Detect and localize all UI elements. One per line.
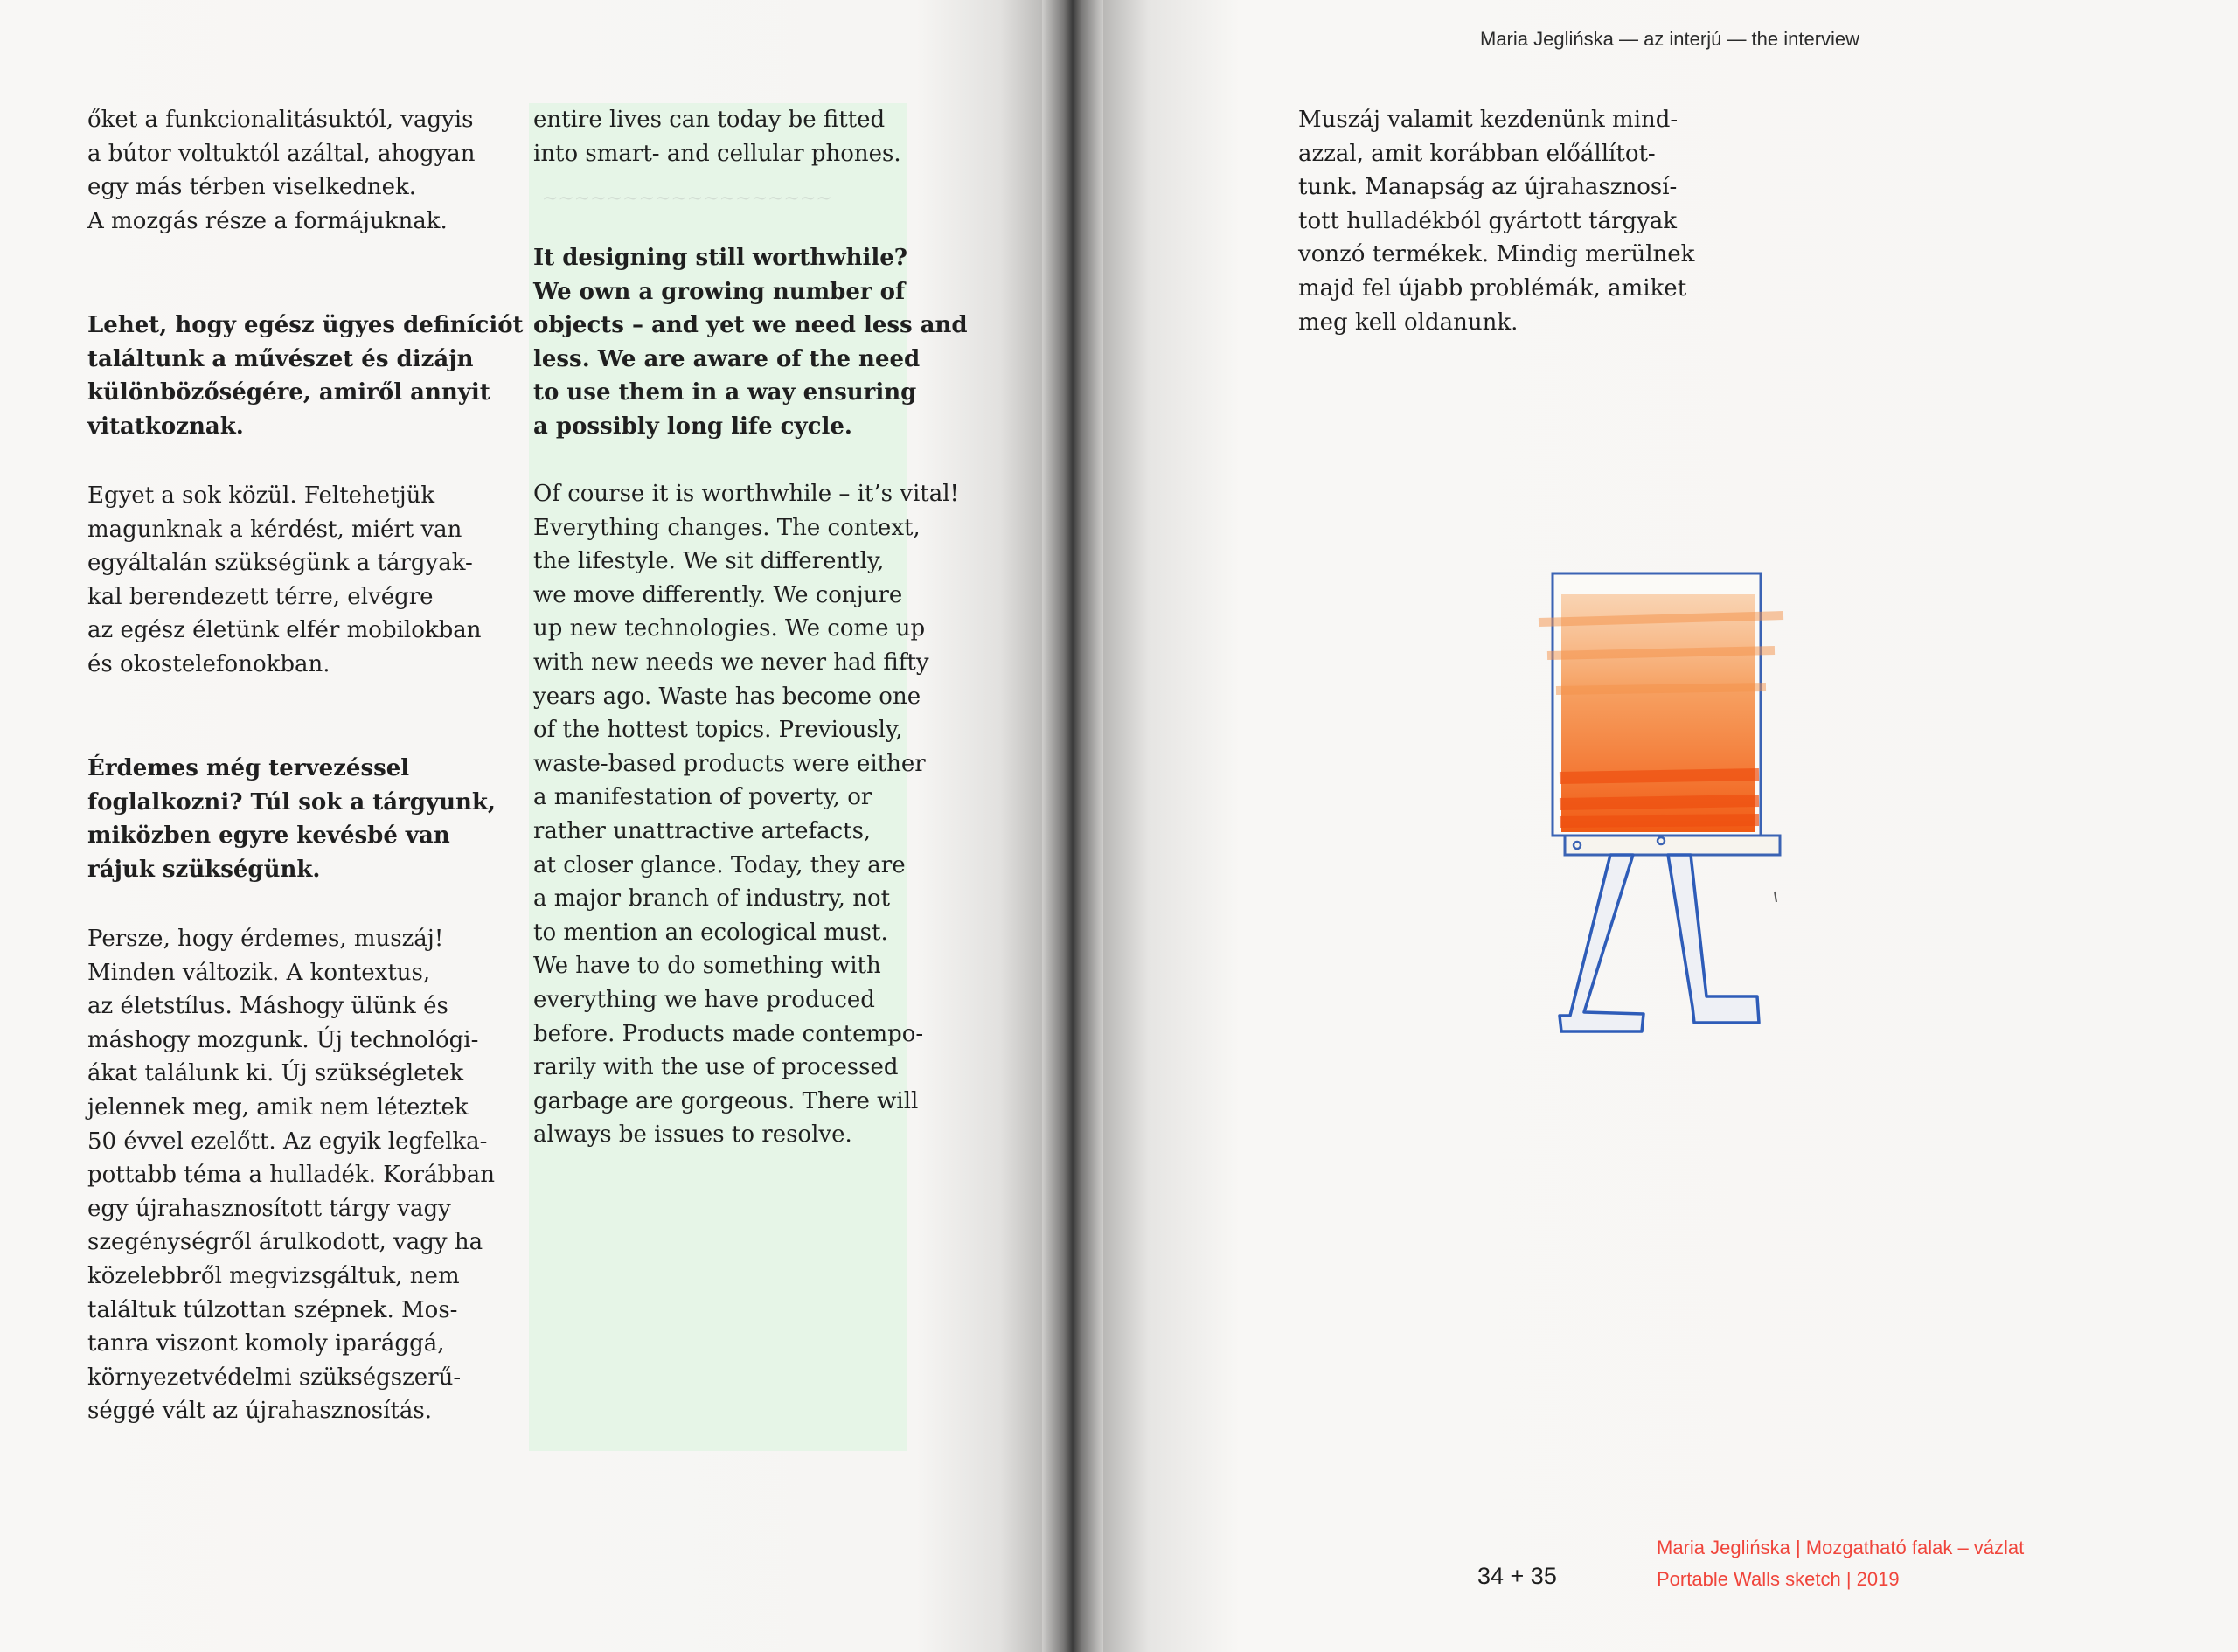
col2-question-1: It designing still worthwhile? We own a growing number of objects – and yet we need less and less. We are aware of the need to use them in a way ensuring a possibly long life cycle.	[533, 245, 968, 440]
col1-paragraph-2: Egyet a sok közül. Feltehetjük magunknak a kérdést, miért van egyáltalán szükségünk a tárgyak- kal berendezett térre, elvégre az egész életünk elfér mobilokban és okostelefonokban.	[87, 482, 482, 677]
show-through-text: ~~~~~~~~~~~~~~~~~~	[542, 188, 832, 210]
sketch-ledge	[1565, 836, 1780, 855]
col1-paragraph-1: őket a funkcionalitásuktól, vagyis a bútor voltuktól azáltal, ahogyan egy más térben viselkednek. A mozgás része a formájuknak.	[87, 107, 476, 234]
col1-question-1: Lehet, hogy egész ügyes definíciót találtunk a művészet és dizájn különbözőségére, amiről annyit vitatkoznak.	[87, 312, 524, 440]
col1-paragraph-3: Persze, hogy érdemes, muszáj! Minden változik. A kontextus, az életstílus. Máshogy ülünk és máshogy mozgunk. Új technológi- ákat találunk ki. Új szükségletek jelennek meg, amik nem léteztek 50 évvel ezelőtt. Az egyik legfelka- pottabb téma a hulladék. Korábban egy újrahasznosított tárgy vagy szegénységről árulkodott, vagy ha közelebbről megvizsgáltuk, nem találtuk túlzottan szépnek. Mos- tanra viszont komoly iparággá, környezetvédelmi szükségszerű- séggé vált az újrahasznosítás.	[87, 926, 496, 1425]
right-paragraph: Muszáj valamit kezdenünk mind- azzal, amit korábban előállítot- tunk. Manapság az újrahasznosí- tott hulladékból gyártott tárgyak vonzó termékek. Mindig merülnek majd fel újabb problémák, amiket meg kell oldanunk.	[1298, 107, 1695, 336]
sketch-right-leg	[1668, 855, 1759, 1023]
running-head: Maria Jeglińska — az interjú — the interview	[1480, 28, 1860, 50]
book-gutter	[1042, 0, 1103, 1652]
page-numbers: 34 + 35	[1477, 1563, 1557, 1589]
caption-line-2: Portable Walls sketch | 2019	[1657, 1568, 1900, 1590]
col2-paragraph-2: Of course it is worthwhile – it’s vital! Everything changes. The context, the lifestyle. We sit differently, we move differently. We conjure up new technologies. We come up with new needs we never had fifty years ago. Waste has become one of the hottest topics. Previously, waste-based products were either a manifestation of poverty, or rather unattractive artefacts, at closer glance. Today, they are a major branch of industry, not to mention an ecological must. We have to do something with everything we have produced before. Products made contempo- rarily with the use of processed garbage are gorgeous. There will always be issues to resolve.	[533, 481, 959, 1149]
col2-paragraph-1: entire lives can today be fitted into smart- and cellular phones.	[533, 107, 901, 167]
walking-easel-sketch-icon	[1521, 559, 1818, 1119]
caption-line-1: Maria Jeglińska | Mozgatható falak – vázlat	[1657, 1537, 2025, 1558]
sketch-left-leg	[1560, 855, 1644, 1031]
col1-question-2: Érdemes még tervezéssel foglalkozni? Túl sok a tárgyunk, miközben egyre kevésbé van rájuk szükségünk.	[87, 755, 496, 883]
left-page	[0, 0, 1042, 1652]
